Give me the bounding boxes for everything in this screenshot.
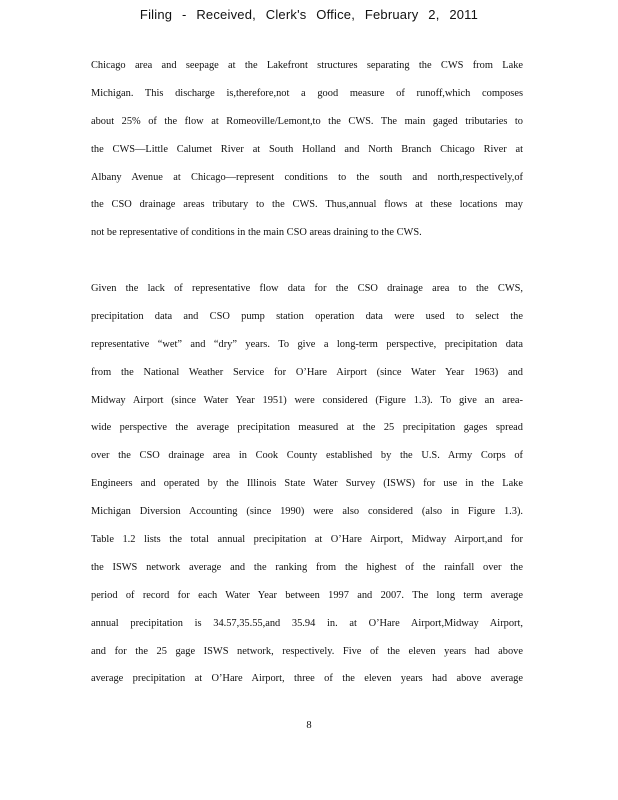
text-line: Engineers and operated by the Illinois State Water Survey (ISWS) for use in the Lake xyxy=(91,478,523,490)
page-number: 8 xyxy=(306,720,312,731)
text-line: about 25% of the flow at Romeoville/Lemont,to the CWS. The main gaged tributaries to xyxy=(91,115,523,127)
text-line: representative “wet” and “dry” years. To give a long-term perspective, precipitation data xyxy=(91,338,523,350)
paragraph-1 xyxy=(91,58,523,253)
text-line: Albany Avenue at Chicago—represent conditions to the south and north,respectively,of xyxy=(91,171,523,183)
text-line: annual precipitation is 34.57,35.55,and 35.94 in. at O’Hare Airport,Midway Airport, xyxy=(91,617,523,629)
text-line: Chicago area and seepage at the Lakefront structures separating the CWS from Lake xyxy=(91,60,523,71)
text-line: Michigan Diversion Accounting (since 1990) were also considered (also in Figure 1.3). xyxy=(91,506,523,518)
text-line: not be representative of conditions in the main CSO areas draining to the CWS. xyxy=(91,227,422,239)
text-line: Given the lack of representative flow data for the CSO drainage area to the CWS, xyxy=(91,283,523,294)
text-line: and for the 25 gage ISWS network, respectively. Five of the eleven years had above xyxy=(91,645,523,657)
text-line: average precipitation at O’Hare Airport, three of the eleven years had above average xyxy=(91,673,523,685)
text-line: precipitation data and CSO pump station operation data were used to select the xyxy=(91,310,523,322)
text-line: Michigan. This discharge is,therefore,not a good measure of runoff,which composes xyxy=(91,87,523,99)
text-line: the CWS—Little Calumet River at South Holland and North Branch Chicago River at xyxy=(91,143,523,155)
text-line: period of record for each Water Year between 1997 and 2007. The long term average xyxy=(91,589,523,601)
paragraph-2 xyxy=(91,281,523,699)
text-line: Midway Airport (since Water Year 1951) were considered (Figure 1.3). To give an area- xyxy=(91,394,523,406)
filing-header: Filing - Received, Clerk's Office, February 2, 2011 xyxy=(139,7,479,22)
text-line: wide perspective the average precipitation measured at the 25 precipitation gages spread xyxy=(91,422,523,434)
text-line: the ISWS network average and the ranking from the highest of the rainfall over the xyxy=(91,561,523,573)
text-line: the CSO drainage areas tributary to the CWS. Thus,annual flows at these locations may xyxy=(91,199,523,211)
text-line: over the CSO drainage area in Cook County established by the U.S. Army Corps of xyxy=(91,450,523,462)
text-line: from the National Weather Service for O’Hare Airport (since Water Year 1963) and xyxy=(91,366,523,378)
text-line: Table 1.2 lists the total annual precipitation at O’Hare Airport, Midway Airport,and for xyxy=(91,534,523,546)
